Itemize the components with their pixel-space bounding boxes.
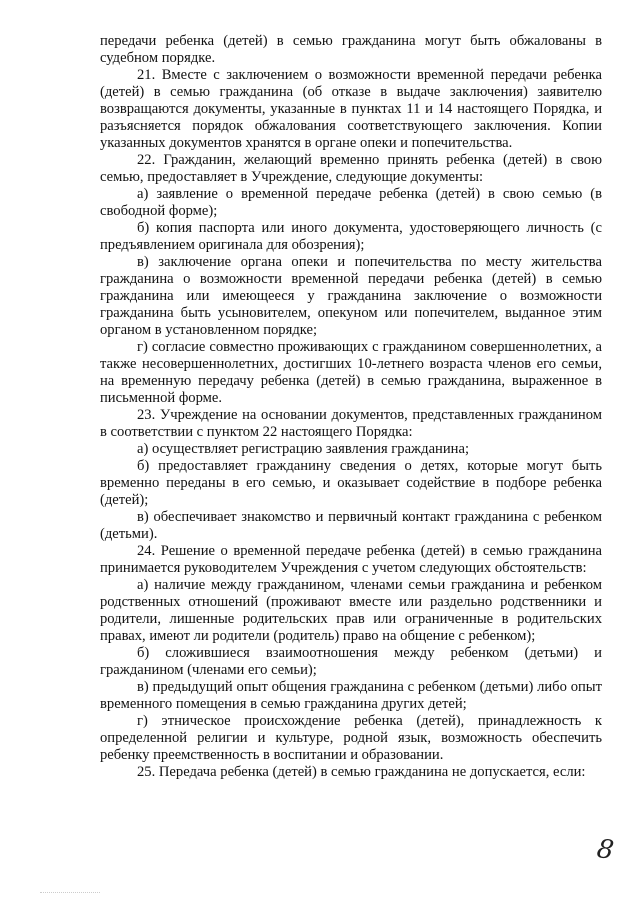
paragraph-24-intro: 24. Решение о временной передаче ребенка (детей) в семью гражданина принимается руководителем Учреждения с учетом следующих обстоятельств: [100,543,602,576]
paragraph-23-item-b: б) предоставляет гражданину сведения о детях, которые могут быть временно переданы в его семью, и оказывает содействие в подборе ребенка (детей); [100,458,602,508]
scan-artifact [40,892,100,895]
paragraph-24-item-b: б) сложившиеся взаимоотношения между ребенком (детьми) и гражданином (членами его семьи); [100,645,602,678]
opening-paragraph: передачи ребенка (детей) в семью гражданина могут быть обжалованы в судебном порядке. [100,33,602,66]
paragraph-24-item-a: а) наличие между гражданином, членами семьи гражданина и ребенком родственных отношений (проживают вместе или раздельно родственники и родители, лишенные родительских прав или ограниченные в родительских правах, имеют ли родители (родитель) право на общение с ребенком); [100,577,602,644]
paragraph-22-item-v: в) заключение органа опеки и попечительства по месту жительства гражданина о возможности временной передачи ребенка (детей) в семью гражданина или имеющееся у гражданина заключение о возможности гражданина быть усыновителем, опекуном или попечителем, выданное этим органом в установленном порядке; [100,254,602,338]
paragraph-22-item-g: г) согласие совместно проживающих с гражданином совершеннолетних, а также несовершеннолетних, достигших 10-летнего возраста членов его семьи, на временную передачу ребенка (детей) в семью гражданина, выраженное в письменной форме. [100,339,602,406]
paragraph-23-intro: 23. Учреждение на основании документов, представленных гражданином в соответствии с пунктом 22 настоящего Порядка: [100,407,602,440]
paragraph-23-item-a: а) осуществляет регистрацию заявления гражданина; [137,441,470,457]
paragraph-21: 21. Вместе с заключением о возможности временной передачи ребенка (детей) в семью гражданина (об отказе в выдаче заключения) заявителю возвращаются документы, указанные в пунктах 11 и 14 настоящего Порядка, и разъясняется порядок обжалования соответствующего заключения. Копии указанных документов хранятся в органе опеки и попечительства. [100,67,602,151]
handwritten-page-number: 8 [594,833,616,867]
paragraph-24-item-v: в) предыдущий опыт общения гражданина с ребенком (детьми) либо опыт временного помещения в семью гражданина других детей; [100,679,602,712]
paragraph-25: 25. Передача ребенка (детей) в семью гражданина не допускается, если: [137,764,586,780]
document-page [100,33,602,781]
paragraph-22-item-b: б) копия паспорта или иного документа, удостоверяющего личность (с предъявлением оригинала для обозрения); [100,220,602,253]
paragraph-24-item-g: г) этническое происхождение ребенка (детей), принадлежность к определенной религии и культуре, родной язык, возможность обеспечить ребенку преемственность в воспитании и образовании. [100,713,602,763]
paragraph-22-item-a: а) заявление о временной передаче ребенка (детей) в свою семью (в свободной форме); [100,186,602,219]
paragraph-22-intro: 22. Гражданин, желающий временно принять ребенка (детей) в свою семью, предоставляет в Учреждение, следующие документы: [100,152,602,185]
paragraph-23-item-v: в) обеспечивает знакомство и первичный контакт гражданина с ребенком (детьми). [100,509,602,542]
